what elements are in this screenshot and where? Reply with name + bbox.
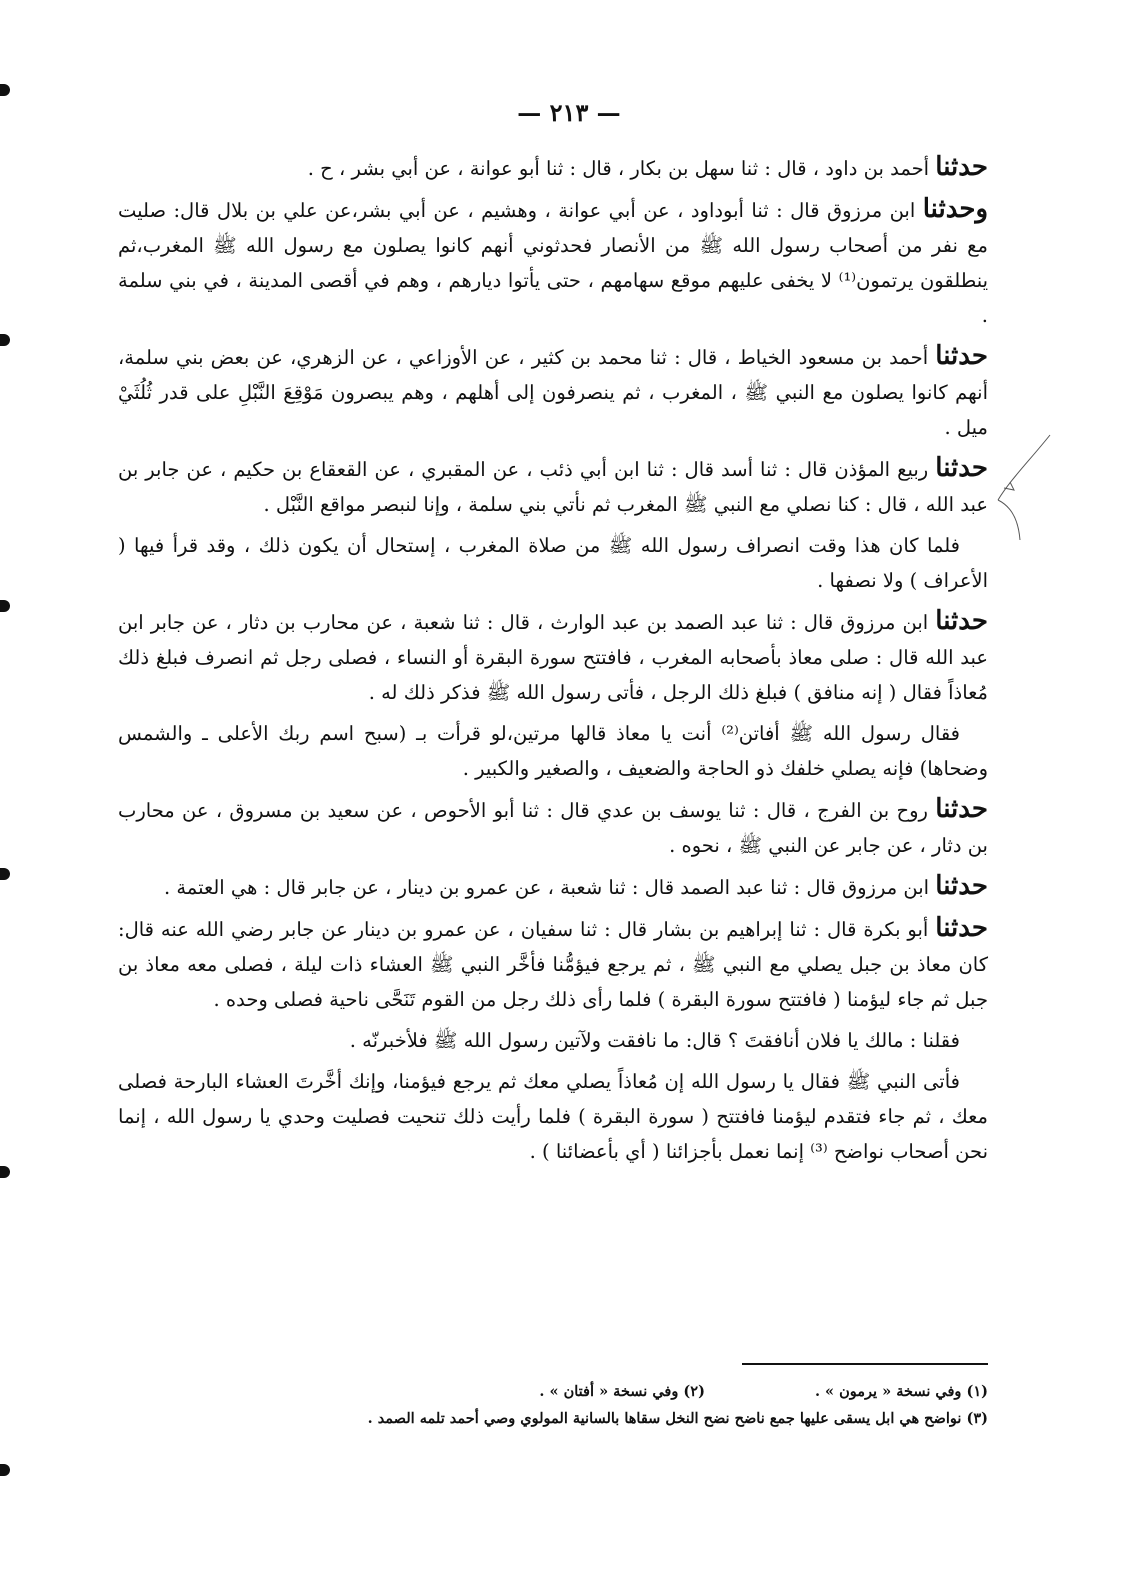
paragraph [118, 792, 988, 863]
paragraph-text: فأتى النبي ﷺ فقال يا رسول الله إن مُعاذاً يصلي معك ثم يرجع فيؤمنا، وإنك أخَّرتَ العشاء البارحة فصلى معك ، ثم جاء فتقدم ليؤمنا فافتتح ( سورة البقرة ) فلما رأيت ذلك تنحيت فصليت وحدي يا رسول الله ، إنما نحن أصحاب نواضح ⁽³⁾ إنما نعمل بأجزائنا ( أي بأعضائنا ) . [118, 1070, 988, 1163]
paragraph-text: روح بن الفرج ، قال : ثنا يوسف بن عدي قال : ثنا أبو الأحوص ، عن سعيد بن مسروق ، عن محارب بن دثار ، عن جابر عن النبي ﷺ ، نحوه . [118, 799, 988, 857]
paragraph [118, 911, 988, 1017]
hadith-lead-word: حدثنا [935, 913, 988, 943]
hadith-lead-word: حدثنا [935, 341, 988, 371]
binding-mark [0, 334, 10, 346]
hadith-lead-word: حدثنا [935, 152, 988, 182]
binding-mark [0, 1166, 10, 1178]
footnote-3: (٣) نواضح هي ابل يسقى عليها جمع ناضح نضح النخل سقاها بالسانية المولوي وصي أحمد تلمه الصمد . [367, 1410, 988, 1427]
paragraph-text: أحمد بن داود ، قال : ثنا سهل بن بكار ، قال : ثنا أبو عوانة ، عن أبي بشر ، ح . [307, 157, 936, 180]
footnote-row [130, 1378, 988, 1405]
paragraph-text: ابن مرزوق قال : ثنا أبوداود ، عن أبي عوانة ، وهشيم ، عن أبي بشر،عن علي بن بلال قال: صليت مع نفر من أصحاب رسول الله ﷺ من الأنصار فحدثوني أنهم كانوا يصلون مع رسول الله ﷺ المغرب،ثم ينطلقون يرتمون⁽¹⁾ لا يخفى عليهم موقع سهامهم ، حتى يأتوا ديارهم ، وهم في أقصى المدينة ، في بني سلمة . [118, 199, 989, 327]
paragraph [118, 192, 988, 333]
paragraph [118, 604, 988, 710]
paragraph-text: أحمد بن مسعود الخياط ، قال : ثنا محمد بن كثير ، عن الأوزاعي ، عن الزهري، عن بعض بني سلمة، أنهم كانوا يصلون مع النبي ﷺ ، المغرب ، ثم ينصرفون إلى أهلهم ، وهم يبصرون مَوْقِعَ النَّبْلِ على قدر ثُلُثَيْ ميل . [118, 346, 988, 439]
paragraph [118, 528, 988, 598]
paragraph [118, 716, 988, 786]
binding-mark [0, 600, 10, 612]
hadith-lead-word: حدثنا [935, 453, 988, 483]
pencil-annotation [990, 430, 1060, 550]
paragraph [118, 451, 988, 522]
paragraph [118, 869, 988, 905]
paragraph [118, 1023, 988, 1058]
footnotes [130, 1378, 988, 1432]
hadith-lead-word: حدثنا [935, 794, 988, 824]
paragraph-text: فلما كان هذا وقت انصراف رسول الله ﷺ من صلاة المغرب ، إستحال أن يكون ذلك ، وقد قرأ فيها ( الأعراف ) ولا نصفها . [118, 534, 988, 592]
paragraph-text: ابن مرزوق قال : ثنا عبد الصمد قال : ثنا شعبة ، عن عمرو بن دينار ، عن جابر قال : هي العتمة . [163, 876, 936, 899]
footnote-2: (٢) وفي نسخة « أفتان » . [539, 1383, 705, 1400]
hadith-lead-word: حدثنا [935, 871, 988, 901]
paragraph-text: أبو بكرة قال : ثنا إبراهيم بن بشار قال : ثنا سفيان ، عن عمرو بن دينار عن جابر رضي الله عنه قال: كان معاذ بن جبل يصلي مع النبي ﷺ ، ثم يرجع فيؤمُّنا فأخَّر النبي ﷺ العشاء ذات ليلة ، فصلى معه معاذ بن جبل ثم جاء ليؤمنا ( فافتتح سورة البقرة ) فلما رأى ذلك رجل من القوم تَنَحَّى ناحية فصلى وحده . [118, 918, 988, 1011]
footnote-1: (١) وفي نسخة « يرمون » . [814, 1383, 988, 1400]
hadith-lead-word: حدثنا [935, 606, 988, 636]
binding-mark [0, 84, 10, 96]
page-number: — ٢١٣ — [517, 98, 621, 127]
paragraph [118, 1064, 988, 1169]
binding-mark [0, 1464, 10, 1476]
paragraph [118, 150, 988, 186]
binding-mark [0, 868, 10, 880]
hadith-lead-word: وحدثنا [922, 194, 988, 224]
paragraph [118, 339, 988, 445]
paragraph-text: ربيع المؤذن قال : ثنا أسد قال : ثنا ابن أبي ذئب ، عن المقبري ، عن القعقاع بن حكيم ، عن جابر بن عبد الله ، قال : كنا نصلي مع النبي ﷺ المغرب ثم نأتي بني سلمة ، وإنا لنبصر مواقع النَّبْل . [118, 458, 988, 516]
footnote-divider [742, 1363, 988, 1365]
paragraph-text: ابن مرزوق قال : ثنا عبد الصمد بن عبد الوارث ، قال : ثنا شعبة ، عن محارب بن دثار ، عن جابر ابن عبد الله قال : صلى معاذ بأصحابه المغرب ، فافتتح سورة البقرة أو النساء ، فصلى رجل ثم انصرف فبلغ ذلك مُعاذاً فقال ( إنه منافق ) فبلغ ذلك الرجل ، فأتى رسول الله ﷺ فذكر ذلك له . [118, 611, 988, 704]
paragraph-text: فقلنا : مالك يا فلان أنافقتَ ؟ قال: ما نافقت ولآتين رسول الله ﷺ فلأخبرنّه . [349, 1029, 960, 1052]
body-text [118, 150, 988, 1175]
paragraph-text: فقال رسول الله ﷺ أفاتن⁽²⁾ أنت يا معاذ قالها مرتين،لو قرأت بـ (سبح اسم ربك الأعلى ـ والشمس وضحاها) فإنه يصلي خلفك ذو الحاجة والضعيف ، والصغير والكبير . [118, 722, 988, 780]
